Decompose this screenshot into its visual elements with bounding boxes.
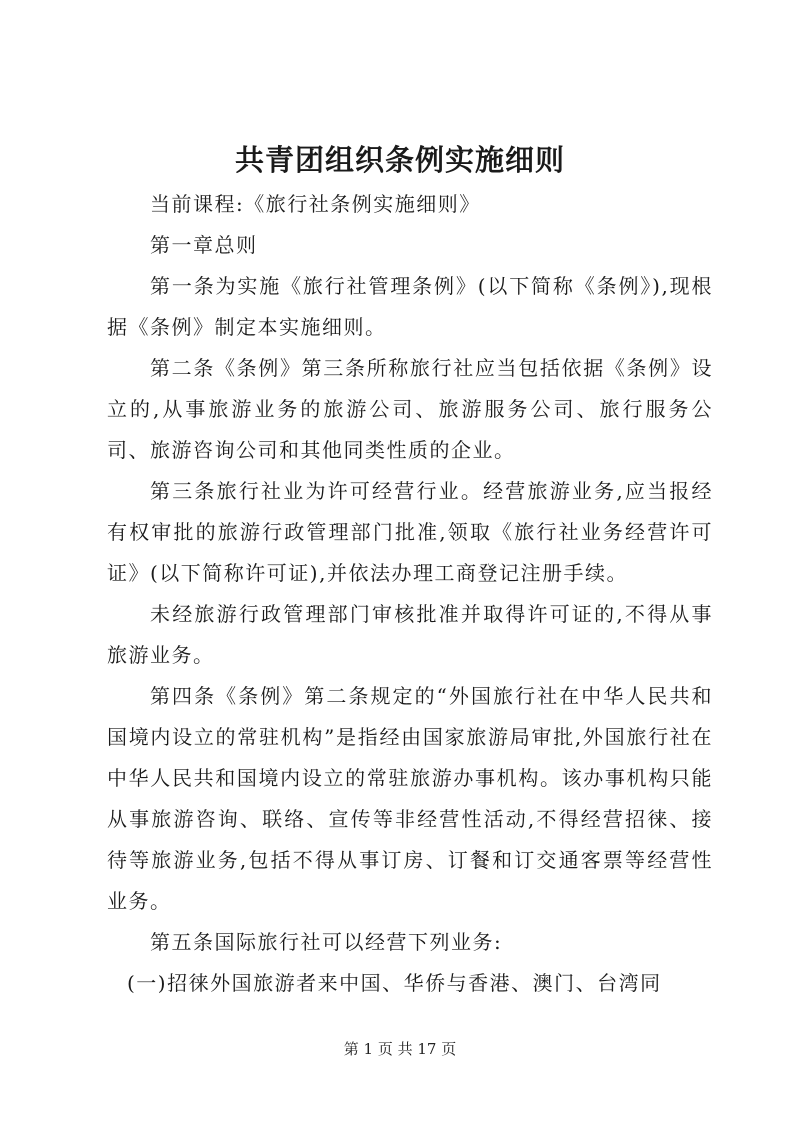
article-paragraph: 第一条为实施《旅行社管理条例》(以下简称《条例》),现根据《条例》制定本实施细则。 — [107, 274, 713, 339]
article-paragraph: 第四条《条例》第二条规定的“外国旅行社在中华人民共和国境内设立的常驻机构”是指经由国家旅游局审批,外国旅行社在中华人民共和国境内设立的常驻旅游办事机构。该办事机构只能从事旅游咨询、联络、宣传等非经营性活动,不得经营招徕、接待等旅游业务,包括不得从事订房、订餐和订交通客票等经营性业务。 — [107, 684, 713, 913]
document-title: 共青团组织条例实施细则 — [234, 143, 565, 177]
page-footer: 第 1 页 共 17 页 — [343, 1040, 457, 1058]
list-item: (一)招徕外国旅游者来中国、华侨与香港、澳门、台湾同 — [127, 971, 662, 995]
document-body — [107, 184, 713, 1004]
article-paragraph: 第五条国际旅行社可以经营下列业务: — [150, 930, 503, 954]
chapter-heading: 第一章总则 — [150, 233, 258, 257]
course-line: 当前课程:《旅行社条例实施细则》 — [150, 192, 481, 216]
article-paragraph: 第三条旅行社业为许可经营行业。经营旅游业务,应当报经有权审批的旅游行政管理部门批准,领取《旅行社业务经营许可证》(以下简称许可证),并依法办理工商登记注册手续。 — [107, 479, 713, 585]
article-paragraph: 未经旅游行政管理部门审核批准并取得许可证的,不得从事旅游业务。 — [107, 602, 713, 667]
article-paragraph: 第二条《条例》第三条所称旅行社应当包括依据《条例》设立的,从事旅游业务的旅游公司、旅游服务公司、旅行服务公司、旅游咨询公司和其他同类性质的企业。 — [107, 356, 713, 462]
